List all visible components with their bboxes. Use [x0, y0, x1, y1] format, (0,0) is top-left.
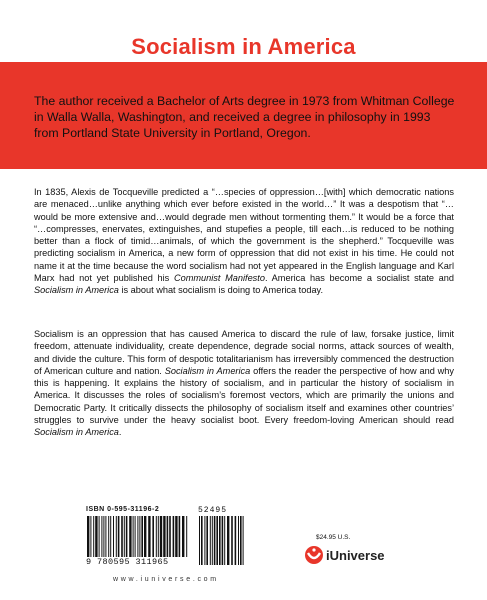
barcode-bar [224, 516, 225, 565]
addon-barcode-bars [198, 516, 246, 565]
barcode-bar [124, 516, 125, 557]
paragraph-1-italic-a: Communist Manifesto [173, 273, 265, 284]
barcode-bar [210, 516, 211, 565]
barcode-bar [105, 516, 106, 557]
barcode-bar [103, 516, 104, 557]
barcode-bar [163, 516, 165, 557]
barcode-bar [118, 516, 120, 557]
barcode-bar [148, 516, 150, 557]
book-title: Socialism in America [131, 34, 356, 59]
barcode-bar [186, 516, 187, 557]
barcode-bar [90, 516, 91, 557]
paragraph-1-text-c: is about what socialism is doing to America today. [118, 285, 324, 296]
website-url: www.iuniverse.com [113, 576, 219, 583]
description-paragraph-1 [34, 186, 454, 297]
paragraph-1-text-b: . America has become a socialist state and [264, 273, 455, 284]
paragraph-2-italic-b: Socialism in America [34, 427, 119, 438]
barcode-bar [141, 516, 143, 557]
barcode-bar [101, 516, 102, 557]
paragraph-2-text-a: Socialism is an oppression that has caused America to discard the rule of law, forsake justice, limit freedom, attenuate individuality, create dependence, degrade social norms, attack sources of wealth, and divide the culture. This form of despotic totalitarianism has irreversibly commenced the destruction of American culture and nation. [34, 329, 454, 376]
barcode-bar [129, 516, 131, 557]
barcode-bar [214, 516, 216, 565]
barcode-bar [99, 516, 100, 557]
barcode-bar [216, 516, 218, 565]
barcode-bar [240, 516, 242, 565]
paragraph-1-text-a: In 1835, Alexis de Tocqueville predicted a “…species of oppression…[with] which democratic nations are menaced…unlike anything which ever before existed in the world…” It was a despotism that “…would be more extensive and…would degrade men without tormenting them.” It would be a force that “…compresses, enervates, extinguishes, and stupefies a people, till each…is reduced to be nothing better than a flock of timid…animals, of which the government is the shepherd.” Tocqueville was predicting socialism in America, a new form of oppression that did not exist in his time. He could not name it at the time because the word socialism had not yet appeared in the English language and Karl Marx had not yet published his [34, 187, 454, 284]
barcode-bar [156, 516, 157, 557]
ean-digits: 9 780595 311965 [86, 557, 169, 567]
iuniverse-logo-icon [304, 545, 324, 565]
barcode-bar [235, 516, 237, 565]
barcode-bar [110, 516, 111, 557]
barcode-bar [87, 516, 89, 557]
barcode-bar [133, 516, 134, 557]
barcode-bar [219, 516, 221, 565]
ean-barcode-bars [86, 516, 190, 557]
paragraph-2-italic-a: Socialism in America [164, 365, 251, 376]
barcode-bar [201, 516, 203, 565]
barcode-bar [204, 516, 205, 565]
barcode-bar [152, 516, 154, 557]
barcode-bar [179, 516, 181, 557]
barcode-bar [238, 516, 239, 565]
barcode-bar [160, 516, 162, 557]
addon-digits: 52495 [198, 506, 228, 515]
barcode-bar [144, 516, 146, 557]
barcode-bar [108, 516, 109, 557]
barcode-bar [121, 516, 123, 557]
barcode-bar [93, 516, 94, 557]
barcode-bar [182, 516, 184, 557]
isbn-label: ISBN 0-595-31196-2 [86, 506, 160, 513]
paragraph-2-text-b: offers the reader the perspective of how and why this is happening. It explains the history of socialism, and in particular the history of socialism in America. It discusses the roles of socialism’s foremost vectors, which are primarily the unions and Democratic Party. It critically dissects the philosophy of socialism itself and examines other countries’ struggles to survive under the heavy socialist boot. Every freedom-loving American should read [34, 365, 455, 426]
barcode-bar [169, 516, 171, 557]
publisher-name: iUniverse [326, 547, 385, 563]
barcode-bar [137, 516, 138, 557]
publisher-logo [304, 544, 385, 566]
barcode-bar [173, 516, 175, 557]
barcode-bar [212, 516, 213, 565]
barcode-bar [227, 516, 229, 565]
barcode-bar [243, 516, 244, 565]
description-paragraph-2 [34, 328, 454, 439]
barcode-bar [222, 516, 224, 565]
price: $24.95 U.S. [316, 534, 351, 541]
author-bio: The author received a Bachelor of Arts degree in 1973 from Whitman College in Walla Walla, Washington, and received a degree in philosophy in 1993 from Portland State University in Portland, Oregon. [34, 94, 455, 140]
barcode-bar [135, 516, 136, 557]
barcode-bar [126, 516, 128, 557]
barcode-bar [116, 516, 117, 557]
barcode-bar [206, 516, 208, 565]
barcode-bar [199, 516, 200, 565]
paragraph-1-italic-b: Socialism in America [34, 285, 119, 296]
barcode-bar [139, 516, 140, 557]
paragraph-2-text-c: . [118, 427, 122, 438]
barcode-bar [167, 516, 169, 557]
barcode-bar [158, 516, 159, 557]
barcode [86, 506, 246, 566]
barcode-bar [175, 516, 177, 557]
barcode-bar [113, 516, 114, 557]
barcode-bar [231, 516, 233, 565]
barcode-bar [95, 516, 97, 557]
